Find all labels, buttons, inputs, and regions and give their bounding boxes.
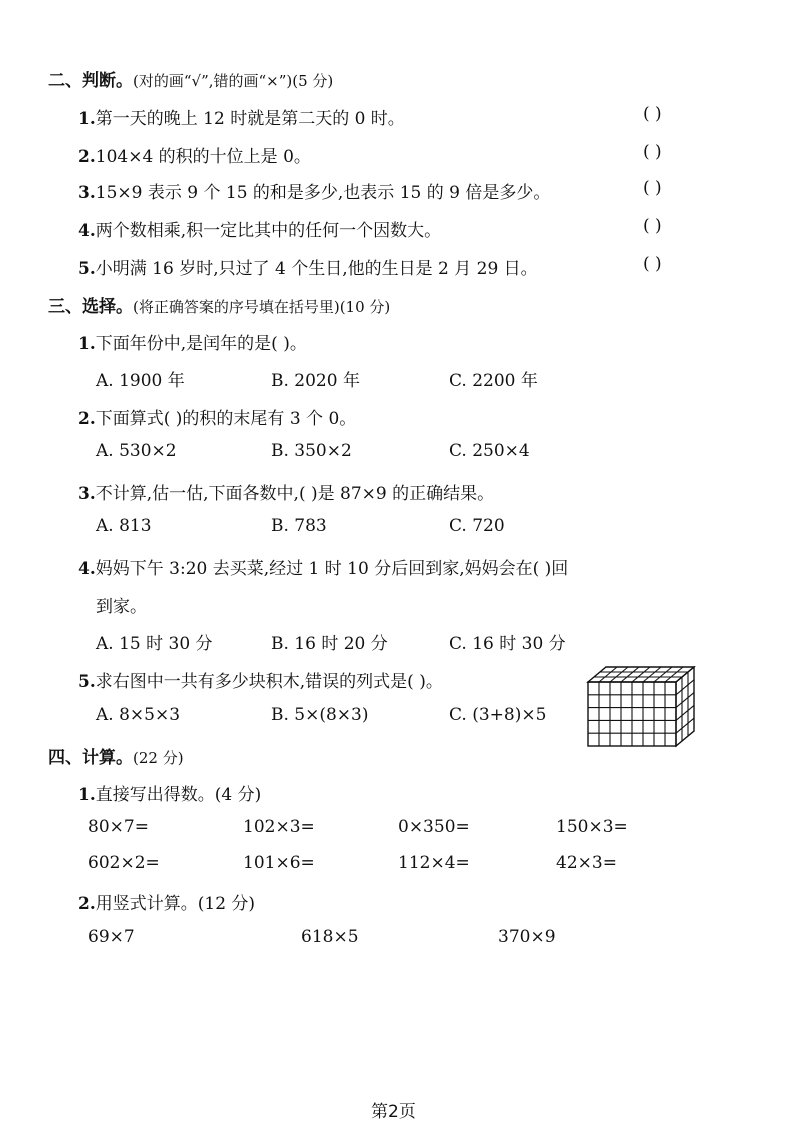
item-number: 3. (78, 183, 96, 203)
item-text: 第一天的晚上 12 时就是第二天的 0 时。 (95, 109, 405, 129)
judge-answer-blank-4[interactable]: ( ) (643, 216, 662, 236)
choice-2-option-a[interactable]: A. 530×2 (96, 441, 177, 461)
item-number: 4. (78, 559, 96, 579)
choice-1-option-b[interactable]: B. 2020 年 (271, 371, 360, 391)
mental-calc-6[interactable]: 101×6= (243, 853, 315, 873)
mental-calc-4[interactable]: 150×3= (556, 817, 628, 837)
mental-calc-7[interactable]: 112×4= (398, 853, 470, 873)
choice-5-option-b[interactable]: B. 5×(8×3) (271, 705, 369, 725)
vertical-calc-3[interactable]: 370×9 (498, 927, 556, 947)
judge-item-1 (78, 104, 405, 129)
judge-item-4 (78, 216, 441, 241)
item-number: 2. (78, 147, 96, 167)
page-number: 第2页 (371, 1102, 416, 1122)
judge-answer-blank-1[interactable]: ( ) (643, 104, 662, 124)
choice-1-option-c[interactable]: C. 2200 年 (449, 371, 538, 391)
item-text: 求右图中一共有多少块积木,错误的列式是( )。 (95, 672, 443, 692)
choice-item-4-continued: 到家。 (96, 597, 147, 617)
cuboid-grid-lines (588, 667, 694, 746)
item-text: 直接写出得数。(4 分) (95, 785, 262, 805)
building-blocks-cuboid-figure (586, 666, 701, 748)
section-choice-heading (48, 292, 390, 317)
item-number: 2. (78, 409, 96, 429)
section-calc-subtitle: (22 分) (133, 749, 184, 767)
section-choice-title: 三、选择。 (48, 297, 133, 317)
choice-item-5 (78, 667, 443, 692)
item-number: 2. (78, 894, 96, 914)
choice-2-option-c[interactable]: C. 250×4 (449, 441, 530, 461)
mental-calc-3[interactable]: 0×350= (398, 817, 470, 837)
section-choice-subtitle: (将正确答案的序号填在括号里)(10 分) (133, 298, 391, 316)
choice-1-option-a[interactable]: A. 1900 年 (96, 371, 185, 391)
cuboid-right-face (676, 667, 694, 746)
section-judge-title: 二、判断。 (48, 71, 133, 91)
judge-answer-blank-3[interactable]: ( ) (643, 178, 662, 198)
judge-answer-blank-2[interactable]: ( ) (643, 142, 662, 162)
calc-part-2 (78, 889, 255, 914)
item-number: 1. (78, 334, 96, 354)
section-calc-title: 四、计算。 (48, 748, 133, 768)
choice-item-2 (78, 404, 356, 429)
item-text: 下面年份中,是闰年的是( )。 (95, 334, 307, 354)
judge-item-5 (78, 254, 538, 279)
item-text: 下面算式( )的积的末尾有 3 个 0。 (95, 409, 357, 429)
judge-item-3 (78, 178, 550, 203)
choice-3-option-b[interactable]: B. 783 (271, 516, 327, 536)
choice-item-3 (78, 479, 494, 504)
item-text: 104×4 的积的十位上是 0。 (95, 147, 311, 167)
item-number: 3. (78, 484, 96, 504)
item-number: 1. (78, 785, 96, 805)
item-number: 5. (78, 672, 96, 692)
item-text: 用竖式计算。(12 分) (95, 894, 256, 914)
item-text: 妈妈下午 3:20 去买菜,经过 1 时 10 分后回到家,妈妈会在( )回 (95, 559, 569, 579)
mental-calc-2[interactable]: 102×3= (243, 817, 315, 837)
mental-calc-5[interactable]: 602×2= (88, 853, 160, 873)
item-number: 5. (78, 259, 96, 279)
section-calc-heading (48, 743, 184, 768)
section-judge-subtitle: (对的画“√”,错的画“×”)(5 分) (133, 72, 334, 90)
judge-answer-blank-5[interactable]: ( ) (643, 254, 662, 274)
choice-2-option-b[interactable]: B. 350×2 (271, 441, 352, 461)
judge-item-2 (78, 142, 311, 167)
section-judge-heading (48, 66, 333, 91)
mental-calc-1[interactable]: 80×7= (88, 817, 149, 837)
choice-4-option-c[interactable]: C. 16 时 30 分 (449, 634, 566, 654)
choice-5-option-c[interactable]: C. (3+8)×5 (449, 705, 547, 725)
mental-calc-8[interactable]: 42×3= (556, 853, 617, 873)
choice-item-1 (78, 329, 307, 354)
choice-3-option-c[interactable]: C. 720 (449, 516, 505, 536)
choice-item-4 (78, 554, 568, 579)
choice-3-option-a[interactable]: A. 813 (96, 516, 152, 536)
item-text: 两个数相乘,积一定比其中的任何一个因数大。 (95, 221, 442, 241)
item-text: 不计算,估一估,下面各数中,( )是 87×9 的正确结果。 (95, 484, 495, 504)
vertical-calc-2[interactable]: 618×5 (301, 927, 359, 947)
item-text: 15×9 表示 9 个 15 的和是多少,也表示 15 的 9 倍是多少。 (95, 183, 551, 203)
choice-5-option-a[interactable]: A. 8×5×3 (96, 705, 181, 725)
item-number: 1. (78, 109, 96, 129)
choice-4-option-a[interactable]: A. 15 时 30 分 (96, 634, 213, 654)
item-number: 4. (78, 221, 96, 241)
calc-part-1 (78, 780, 261, 805)
vertical-calc-1[interactable]: 69×7 (88, 927, 135, 947)
item-text: 小明满 16 岁时,只过了 4 个生日,他的生日是 2 月 29 日。 (95, 259, 538, 279)
choice-4-option-b[interactable]: B. 16 时 20 分 (271, 634, 388, 654)
